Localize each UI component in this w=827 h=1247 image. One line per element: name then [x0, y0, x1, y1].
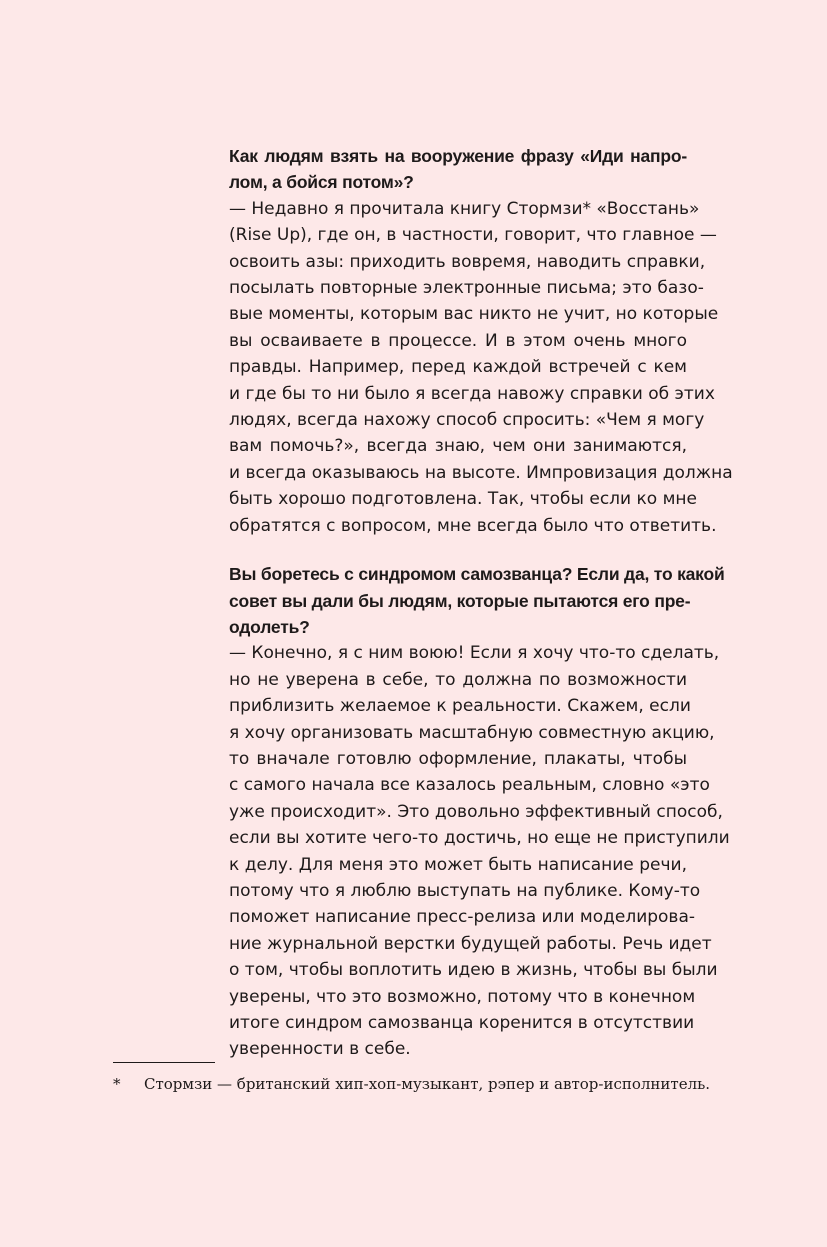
answer-2-line: с самого начала все казалось реальным, словно «это	[229, 775, 710, 796]
answer-2-line: приблизить желаемое к реальности. Скажем, если	[229, 696, 691, 717]
answer-1-line: — Недавно я прочитала книгу Стормзи* «Восстань»	[229, 198, 700, 219]
question-2-line: совет вы дали бы людям, которые пытаются его пре-	[229, 590, 691, 611]
answer-1-line: вы осваиваете в процессе. И в этом очень много	[229, 330, 687, 351]
section-spacer	[229, 539, 687, 561]
footnote-marker: *	[113, 1075, 121, 1093]
answer-2-line: если вы хотите чего-то достичь, но еще не приступили	[229, 828, 730, 849]
answer-2-line: итоге синдром самозванца коренится в отсутствии	[229, 1013, 695, 1033]
answer-2-line: я хочу организовать масштабную совместную акцию,	[229, 722, 715, 743]
answer-1-line: вые моменты, которым вас никто не учит, но которые	[229, 304, 719, 325]
answer-1	[229, 196, 733, 539]
answer-2-line: уверены, что это возможно, потому что в конечном	[229, 986, 696, 1007]
footnote	[113, 1074, 711, 1094]
answer-2-line: уверенности в себе.	[229, 1039, 411, 1060]
answer-2-line: потому что я люблю выступать на публике. Кому-то	[229, 880, 701, 901]
main-text-column	[229, 143, 733, 1063]
answer-2-line: — Конечно, я с ним воюю! Если я хочу что-то сделать,	[229, 643, 720, 664]
answer-1-line: вам помочь?», всегда знаю, чем они занимаются,	[229, 436, 687, 457]
question-2-line: одолеть?	[229, 616, 310, 637]
answer-1-line: правды. Например, перед каждой встречей с кем	[229, 357, 687, 378]
answer-1-line: (Rise Up), где он, в частности, говорит, что главное —	[229, 225, 717, 246]
answer-2-line: поможет написание пресс-релиза или моделирова-	[229, 907, 696, 928]
footnote-divider	[113, 1062, 215, 1063]
answer-2	[229, 640, 730, 1063]
footnote-text: Стормзи — британский хип-хоп-музыкант, рэпер и автор-исполнитель.	[144, 1075, 711, 1093]
answer-1-line: людях, всегда нахожу способ спросить: «Чем я могу	[229, 410, 705, 431]
answer-1-line: освоить азы: приходить вовремя, наводить справки,	[229, 251, 706, 272]
answer-2-line: ние журнальной верстки будущей работы. Речь идет	[229, 933, 712, 954]
answer-2-line: то вначале готовлю оформление, плакаты, чтобы	[229, 748, 687, 769]
answer-2-line: уже происходит». Это довольно эффективный способ,	[229, 801, 723, 822]
answer-1-line: и всегда оказываюсь на высоте. Импровизация должна	[229, 462, 733, 483]
answer-1-line: посылать повторные электронные письма; это базо-	[229, 278, 704, 299]
answer-1-line: и где бы то ни было я всегда навожу справки об этих	[229, 383, 715, 404]
answer-2-line: к делу. Для меня это может быть написание речи,	[229, 854, 687, 875]
question-1	[229, 143, 687, 196]
question-2	[229, 561, 725, 640]
question-1-line: лом, а бойся потом»?	[229, 172, 414, 193]
answer-1-line: быть хорошо подготовлена. Так, чтобы если ко мне	[229, 489, 697, 510]
question-1-line: Как людям взять на вооружение фразу «Иди напро-	[229, 146, 687, 166]
answer-2-line: о том, чтобы воплотить идею в жизнь, чтобы вы были	[229, 960, 718, 981]
question-2-line: Вы боретесь с синдромом самозванца? Если да, то какой	[229, 564, 725, 585]
answer-2-line: но не уверена в себе, то должна по возможности	[229, 669, 687, 690]
answer-1-line: обратятся с вопросом, мне всегда было что ответить.	[229, 515, 717, 536]
